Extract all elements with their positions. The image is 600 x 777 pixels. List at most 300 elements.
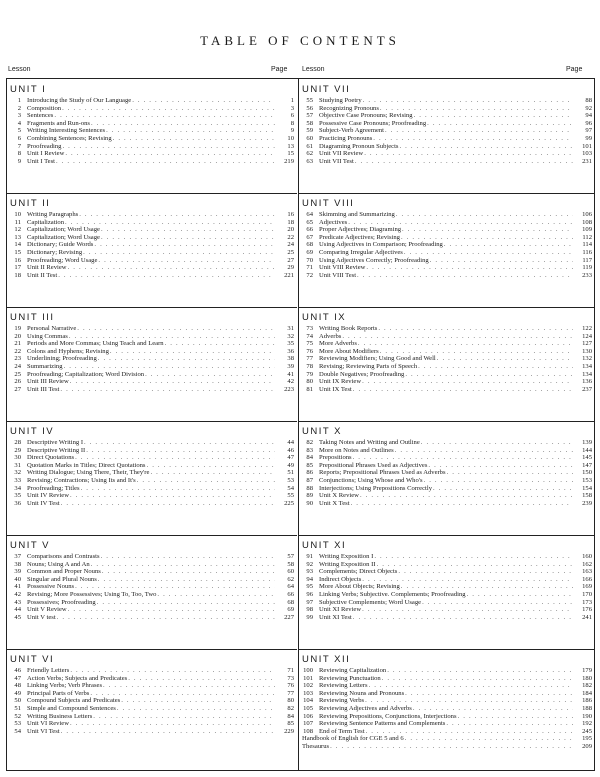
lesson-number: 32 — [14, 469, 21, 477]
leader-dots — [94, 241, 275, 249]
lesson-number: 7 — [17, 142, 21, 150]
lesson-number: 99 — [306, 613, 313, 621]
lesson-number: 14 — [14, 241, 21, 249]
leader-dots — [405, 690, 573, 698]
leader-dots — [157, 591, 275, 599]
lesson-title: More on Notes and Outlines — [319, 446, 394, 454]
lesson-row — [7, 378, 297, 386]
leader-dots — [58, 272, 275, 280]
unit-section — [299, 79, 595, 194]
lesson-number: 91 — [306, 553, 313, 560]
lesson-number: 67 — [306, 233, 313, 241]
lesson-title: Capitalization — [27, 218, 64, 226]
lesson-row — [7, 576, 297, 584]
leader-dots — [422, 599, 573, 607]
page-number: 20 — [287, 226, 294, 234]
lesson-number: 37 — [14, 553, 21, 560]
unit-heading: UNIT V — [10, 540, 50, 551]
lesson-title: Reviewing Nouns and Pronouns — [319, 689, 405, 697]
page-number: 44 — [287, 439, 294, 446]
page-number: 31 — [287, 325, 294, 332]
appendix-row — [299, 735, 595, 743]
page-number: 182 — [582, 682, 592, 690]
lesson-title: Capitalization; Word Usage — [27, 233, 100, 241]
lesson-title: Reviewing Adjectives and Adverbs — [319, 704, 412, 712]
page-number: 139 — [582, 439, 592, 446]
page-number: 71 — [287, 667, 294, 674]
lesson-number: 103 — [303, 689, 313, 697]
lesson-row — [299, 257, 595, 265]
leader-dots — [421, 439, 573, 447]
lesson-number: 1 — [17, 97, 21, 104]
lesson-number: 86 — [306, 469, 313, 477]
lesson-number: 29 — [14, 446, 21, 454]
page-number: 227 — [284, 613, 294, 621]
leader-dots — [83, 249, 275, 257]
lesson-row — [7, 720, 297, 728]
lesson-row — [299, 454, 595, 462]
lesson-row — [7, 120, 297, 128]
page-number: 16 — [287, 211, 294, 218]
page-number: 62 — [287, 575, 294, 583]
lesson-title: Proofreading; Titles — [27, 484, 80, 492]
leader-dots — [91, 120, 275, 128]
lesson-row — [299, 120, 595, 128]
page-number: 219 — [284, 157, 294, 165]
leader-dots — [62, 105, 275, 113]
lesson-row — [7, 439, 297, 447]
page-number: 134 — [582, 370, 592, 378]
lesson-row — [299, 713, 595, 721]
lesson-number: 18 — [14, 271, 21, 279]
lesson-title: Sentences — [27, 112, 54, 120]
lesson-number: 8 — [17, 150, 21, 158]
lesson-title: Unit VI Test — [27, 727, 60, 735]
lesson-title: Unit III Review — [27, 378, 69, 386]
lesson-title: Friendly Letters — [27, 667, 70, 674]
lesson-row — [7, 713, 297, 721]
unit-heading: UNIT VIII — [302, 198, 355, 209]
lesson-row — [299, 386, 595, 394]
unit-section — [7, 79, 297, 194]
lesson-row — [7, 705, 297, 713]
lesson-title: Comparisons and Contrasts — [27, 553, 100, 560]
unit-section — [299, 307, 595, 422]
leader-dots — [363, 97, 573, 105]
appendix-row — [299, 743, 595, 751]
lesson-row — [299, 682, 595, 690]
lesson-number: 45 — [14, 613, 21, 621]
lesson-number: 62 — [306, 150, 313, 158]
lesson-row — [7, 127, 297, 135]
page-number: 49 — [287, 461, 294, 469]
unit-heading: UNIT VI — [10, 654, 55, 665]
leader-dots — [79, 211, 275, 219]
lesson-row — [7, 333, 297, 341]
lesson-title: Dictionary; Revising — [27, 248, 83, 256]
lesson-row — [299, 583, 595, 591]
lesson-row — [7, 241, 297, 249]
lesson-row — [7, 97, 297, 105]
page-number: 27 — [287, 256, 294, 264]
lesson-number: 70 — [306, 256, 313, 264]
leader-dots — [69, 333, 275, 341]
leader-dots — [330, 743, 573, 751]
lesson-row — [299, 97, 595, 105]
lesson-title: Common and Proper Nouns — [27, 568, 101, 576]
lesson-title: Writing Paragraphs — [27, 211, 79, 218]
leader-dots — [98, 576, 275, 584]
lesson-title: More About Objects; Revising — [319, 583, 400, 591]
lesson-row — [299, 378, 595, 386]
lesson-row — [7, 143, 297, 151]
unit-section — [7, 193, 297, 308]
page-number: 18 — [287, 218, 294, 226]
lesson-title: Unit II Review — [27, 264, 67, 272]
appendix-title: Handbook of English for CGE 5 and 6 — [302, 735, 404, 743]
lesson-row — [7, 234, 297, 242]
leader-dots — [362, 606, 573, 614]
page-number: 119 — [582, 264, 592, 272]
lesson-title: Fragments and Run-ons — [27, 119, 91, 127]
lesson-number: 68 — [306, 241, 313, 249]
lesson-number: 54 — [14, 727, 21, 735]
leader-dots — [101, 234, 275, 242]
lesson-number: 10 — [14, 211, 21, 218]
page-number: 39 — [287, 362, 294, 370]
leader-dots — [60, 386, 275, 394]
lesson-title: More Adverbs — [319, 340, 357, 348]
leader-dots — [147, 462, 275, 470]
lesson-number: 53 — [14, 720, 21, 728]
leader-dots — [103, 682, 275, 690]
leader-dots — [446, 720, 573, 728]
leader-dots — [353, 454, 573, 462]
lesson-title: Unit X Review — [319, 492, 359, 500]
page-number: 184 — [582, 689, 592, 697]
page-number: 229 — [284, 727, 294, 735]
unit-section — [299, 193, 595, 308]
leader-dots — [56, 158, 275, 166]
lesson-row — [7, 325, 297, 333]
leader-dots — [430, 257, 573, 265]
appendix-title: Thesaurus — [302, 742, 330, 750]
leader-dots — [373, 135, 573, 143]
lesson-row — [299, 348, 595, 356]
lesson-title: Principal Parts of Verbs — [27, 689, 90, 697]
lesson-number: 6 — [17, 134, 21, 142]
page-number: 154 — [582, 484, 592, 492]
page-number: 54 — [287, 484, 294, 492]
unit-heading: UNIT IV — [10, 426, 55, 437]
page-header-left: Page — [271, 66, 288, 73]
leader-dots — [402, 226, 573, 234]
lesson-number: 83 — [306, 446, 313, 454]
lesson-row — [299, 241, 595, 249]
leader-dots — [467, 591, 573, 599]
lesson-number: 61 — [306, 142, 313, 150]
leader-dots — [377, 561, 573, 569]
page-number: 15 — [287, 150, 294, 158]
lesson-title: Unit VII Review — [319, 150, 364, 158]
lesson-row — [7, 105, 297, 113]
leader-dots — [365, 697, 573, 705]
lesson-row — [299, 363, 595, 371]
leader-dots — [362, 576, 573, 584]
lesson-row — [299, 112, 595, 120]
page-number: 221 — [284, 271, 294, 279]
lesson-number: 97 — [306, 598, 313, 606]
page-number: 82 — [287, 704, 294, 712]
page-number: 114 — [582, 241, 592, 249]
lesson-title: Proper Adjectives; Diagraming — [319, 226, 402, 234]
lesson-row — [299, 720, 595, 728]
lesson-title: Unit X Test — [319, 499, 350, 507]
page-number: 94 — [585, 112, 592, 120]
page-number: 8 — [290, 119, 294, 127]
leader-dots — [414, 112, 573, 120]
page-number: 188 — [582, 704, 592, 712]
lesson-title: Proofreading; Word Usage — [27, 256, 98, 264]
page-number: 112 — [582, 233, 592, 241]
lesson-number: 56 — [306, 104, 313, 112]
page-number: 158 — [582, 492, 592, 500]
lesson-number: 57 — [306, 112, 313, 120]
page-number: 53 — [287, 476, 294, 484]
page-number: 64 — [287, 583, 294, 591]
lesson-title: Quotation Marks in Titles; Direct Quotations — [27, 461, 146, 469]
lesson-title: Possessive Case Pronouns; Proofreading — [319, 119, 427, 127]
lesson-number: 105 — [303, 704, 313, 712]
lesson-title: Writing Exposition II — [319, 560, 376, 568]
lesson-row — [299, 462, 595, 470]
leader-dots — [369, 682, 573, 690]
lesson-title: Conjunctions; Using Whose and Who's — [319, 476, 423, 484]
lesson-row — [299, 477, 595, 485]
lesson-title: Proofreading — [27, 142, 62, 150]
leader-dots — [351, 500, 573, 508]
page-number: 233 — [582, 271, 592, 279]
lesson-number: 73 — [306, 325, 313, 332]
page-number: 96 — [585, 119, 592, 127]
lesson-title: Colons and Hyphens; Revising — [27, 347, 109, 355]
page-number: 84 — [287, 712, 294, 720]
lesson-number: 26 — [14, 378, 21, 386]
lesson-row — [299, 667, 595, 675]
lesson-row — [299, 135, 595, 143]
page-number: 166 — [582, 575, 592, 583]
lesson-title: Simple and Compound Sentences — [27, 704, 116, 712]
page-number: 170 — [582, 590, 592, 598]
lesson-number: 108 — [303, 727, 313, 735]
lesson-number: 69 — [306, 248, 313, 256]
lesson-title: Possessives; Proofreading — [27, 598, 96, 606]
leader-dots — [358, 340, 573, 348]
lesson-title: Revising; More Possessives; Using To, Too, Two — [27, 590, 157, 598]
lesson-number: 74 — [306, 332, 313, 340]
lesson-number: 78 — [306, 362, 313, 370]
page-number: 46 — [287, 446, 294, 454]
page-number: 42 — [287, 378, 294, 386]
lesson-title: Complements; Direct Objects — [319, 568, 398, 576]
lesson-number: 22 — [14, 347, 21, 355]
lesson-title: Subject-Verb Agreement — [319, 127, 384, 135]
lesson-title: Interjections; Using Prepositions Correctly — [319, 484, 432, 492]
page-number: 6 — [290, 112, 294, 120]
page-number: 245 — [582, 727, 592, 735]
lesson-number: 92 — [306, 560, 313, 568]
lesson-row — [299, 105, 595, 113]
lesson-title: Unit VII Test — [319, 157, 354, 165]
lesson-number: 39 — [14, 568, 21, 576]
leader-dots — [366, 264, 573, 272]
lesson-number: 55 — [306, 97, 313, 104]
lesson-row — [299, 675, 595, 683]
lesson-title: Writing Business Letters — [27, 712, 93, 720]
leader-dots — [362, 378, 573, 386]
leader-dots — [385, 127, 573, 135]
page-number: 13 — [287, 142, 294, 150]
page-number: 41 — [287, 370, 294, 378]
lesson-row — [299, 211, 595, 219]
lesson-row — [299, 371, 595, 379]
lesson-number: 15 — [14, 248, 21, 256]
lesson-title: Linking Verbs; Verb Phrases — [27, 682, 103, 690]
leader-dots — [374, 553, 573, 561]
lesson-row — [299, 127, 595, 135]
page-number: 36 — [287, 347, 294, 355]
lesson-row — [7, 675, 297, 683]
lesson-title: Combining Sentences; Revising — [27, 134, 112, 142]
leader-dots — [61, 500, 275, 508]
unit-section — [299, 649, 595, 763]
lesson-number: 49 — [14, 689, 21, 697]
lesson-row — [299, 614, 595, 622]
lesson-number: 5 — [17, 127, 21, 135]
leader-dots — [97, 599, 275, 607]
lesson-number: 34 — [14, 484, 21, 492]
lesson-title: Unit IX Test — [319, 385, 352, 393]
lesson-title: Capitalization; Word Usage — [27, 226, 100, 234]
leader-dots — [418, 363, 573, 371]
leader-dots — [444, 241, 573, 249]
page-number: 22 — [287, 233, 294, 241]
lesson-row — [7, 135, 297, 143]
lesson-number: 2 — [17, 104, 21, 112]
lesson-title: Skimming and Summarizing — [319, 211, 395, 218]
page-number: 58 — [287, 560, 294, 568]
lesson-title: Unit V test — [27, 613, 56, 621]
lesson-number: 75 — [306, 340, 313, 348]
lesson-number: 23 — [14, 355, 21, 363]
leader-dots — [353, 386, 573, 394]
lesson-row — [299, 158, 595, 166]
lesson-row — [299, 500, 595, 508]
lesson-title: Prepositional Phrases Used as Adjectives — [319, 461, 428, 469]
lesson-row — [7, 614, 297, 622]
lesson-title: Comparing Irregular Adjectives — [319, 248, 403, 256]
page-number: 85 — [287, 720, 294, 728]
leader-dots — [54, 112, 275, 120]
page-number: 32 — [287, 332, 294, 340]
page-number: 88 — [585, 97, 592, 104]
unit-section — [7, 535, 297, 650]
lesson-title: Taking Notes and Writing and Outline — [319, 439, 420, 446]
lesson-title: Predicate Adjectives; Revising — [319, 233, 400, 241]
lesson-title: Double Negatives; Proofreading — [319, 370, 405, 378]
leader-dots — [165, 340, 275, 348]
lesson-number: 95 — [306, 583, 313, 591]
leader-dots — [355, 158, 573, 166]
page-number: 101 — [582, 142, 592, 150]
page-number: 136 — [582, 378, 592, 386]
lesson-number: 59 — [306, 127, 313, 135]
lesson-number: 89 — [306, 492, 313, 500]
lesson-number: 41 — [14, 583, 21, 591]
lesson-title: Personal Narrative — [27, 325, 77, 332]
leader-dots — [70, 720, 275, 728]
lesson-row — [7, 264, 297, 272]
leader-dots — [75, 583, 275, 591]
leader-dots — [62, 143, 275, 151]
lesson-title: Studying Poetry — [319, 97, 362, 104]
page-header-right: Page — [566, 66, 583, 73]
lesson-number: 48 — [14, 682, 21, 690]
lesson-row — [7, 690, 297, 698]
lesson-row — [299, 143, 595, 151]
lesson-row — [7, 211, 297, 219]
leader-dots — [98, 355, 275, 363]
lesson-title: Using Adjectives in Comparison; Proofreading — [319, 241, 443, 249]
unit-heading: UNIT IX — [302, 312, 347, 323]
unit-section — [7, 421, 297, 536]
lesson-row — [7, 485, 297, 493]
unit-heading: UNIT XII — [302, 654, 351, 665]
lesson-number: 21 — [14, 340, 21, 348]
unit-section — [7, 307, 297, 422]
lesson-title: Using Commas — [27, 332, 68, 340]
leader-dots — [128, 675, 275, 683]
lesson-number: 106 — [303, 712, 313, 720]
leader-dots — [132, 97, 275, 105]
leader-dots — [401, 583, 573, 591]
lesson-number: 76 — [306, 347, 313, 355]
leader-dots — [81, 485, 275, 493]
lesson-row — [7, 606, 297, 614]
unit-heading: UNIT VII — [302, 84, 351, 95]
lesson-title: More About Modifiers — [319, 347, 379, 355]
lesson-number: 24 — [14, 362, 21, 370]
page-number: 55 — [287, 492, 294, 500]
page-number: 160 — [582, 553, 592, 560]
lesson-number: 28 — [14, 439, 21, 446]
leader-dots — [424, 477, 573, 485]
lesson-title: Singular and Plural Nouns — [27, 575, 97, 583]
page-number: 192 — [582, 720, 592, 728]
leader-dots — [110, 348, 275, 356]
page-number: 116 — [582, 248, 592, 256]
lesson-title: Unit IX Review — [319, 378, 362, 386]
page-number: 190 — [582, 712, 592, 720]
leader-dots — [428, 462, 573, 470]
lesson-row — [7, 363, 297, 371]
lesson-number: 79 — [306, 370, 313, 378]
page-number: 180 — [582, 674, 592, 682]
lesson-row — [299, 333, 595, 341]
lesson-row — [299, 599, 595, 607]
lesson-title: Dictionary; Guide Words — [27, 241, 94, 249]
lesson-title: Writing Book Reports — [319, 325, 378, 332]
